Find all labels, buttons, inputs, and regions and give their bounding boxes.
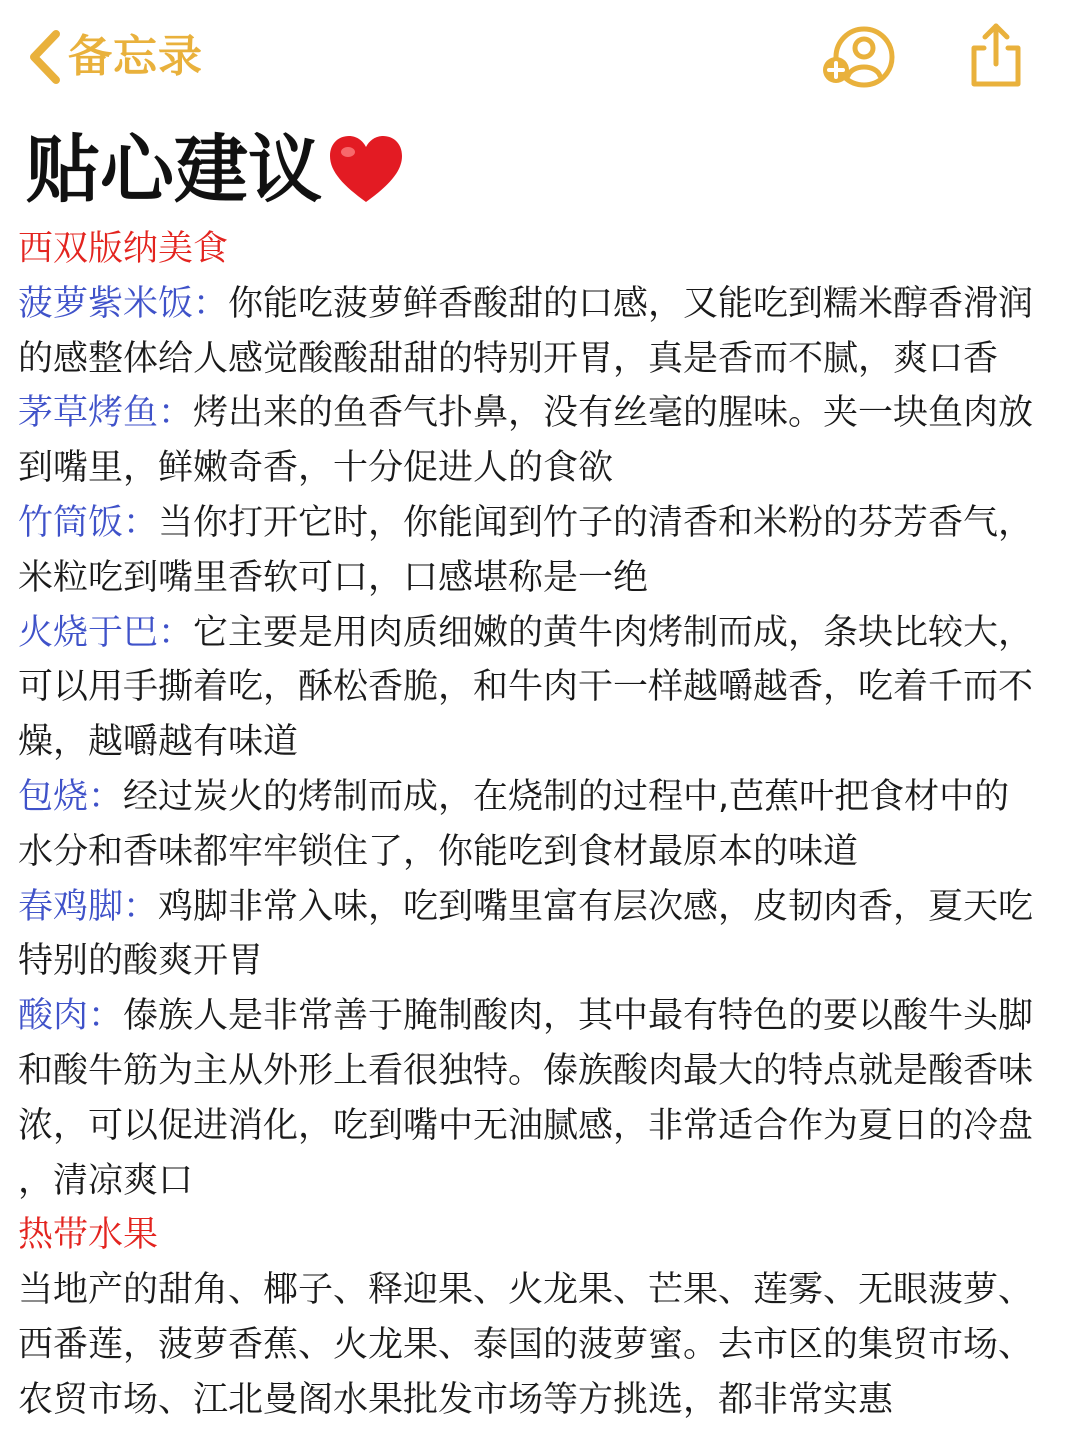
note-text: 燥，越嚼越有味道 [18,722,299,763]
back-label: 备忘录 [68,31,203,82]
note-line [18,880,1076,935]
note-line [18,1373,1076,1428]
note-line [18,1263,1076,1318]
note-text: 农贸市场、江北曼阁水果批发市场等方挑选，都非常实惠 [18,1379,894,1420]
note-text: 水分和香味都牢牢锁住了，你能吃到食材最原本的味道 [18,831,859,872]
dish-name-label: 春鸡脚： [18,886,159,927]
note-text: 当地产的甜角、椰子、释迎果、火龙果、芒果、莲雾、无眼菠萝、 [18,1270,1034,1311]
note-text: 特别的酸爽开胃 [18,941,264,982]
note-text: 它主要是用肉质细嫩的黄牛肉烤制而成，条块比较大， [193,612,1034,653]
share-button[interactable] [966,20,1026,90]
navigation-bar [0,0,1080,118]
chevron-left-icon [26,28,62,86]
note-line [18,1099,1076,1154]
note-line [18,770,1076,825]
note-text: 傣族人是非常善于腌制酸肉，其中最有特色的要以酸牛头脚 [123,996,1034,1037]
note-line [18,551,1076,606]
note-line [18,606,1076,661]
dish-name-label: 茅草烤鱼： [18,393,194,434]
note-line [18,441,1076,496]
dish-name-label: 酸肉： [18,996,124,1037]
section-heading: 热带水果 [18,1215,159,1256]
dish-name-label: 包烧： [18,776,124,817]
note-line [18,660,1076,715]
note-line [18,1208,1076,1263]
note-line [18,277,1076,332]
section-heading: 西双版纳美食 [18,229,229,269]
note-text: 鸡脚非常入味，吃到嘴里富有层次感，皮韧肉香，夏天吃 [158,886,1034,927]
note-text: 当你打开它时，你能闻到竹子的清香和米粉的芬芳香气， [158,502,1034,543]
add-collaborator-icon [820,75,898,94]
share-icon [966,75,1026,94]
note-line [18,332,1076,387]
note-line [18,715,1076,770]
note-body[interactable] [18,222,1076,1428]
note-line [18,1154,1076,1209]
note-title-text: 贴心建议 [26,127,322,213]
note-text: 经过炭火的烤制而成，在烧制的过程中,芭蕉叶把食材中的 [123,776,1010,817]
back-button[interactable] [26,22,203,92]
note-line [18,222,1076,277]
note-text: 的感整体给人感觉酸酸甜甜的特别开胃，真是香而不腻，爽口香 [18,338,999,379]
note-text: 可以用手撕着吃，酥松香脆，和牛肉干一样越嚼越香，吃着千而不 [18,667,1034,708]
add-collaborator-button[interactable] [820,24,898,90]
note-line [18,1318,1076,1373]
note-title [26,122,406,218]
note-text: 烤出来的鱼香气扑鼻，没有丝毫的腥味。夹一块鱼肉放 [193,393,1034,434]
note-line [18,386,1076,441]
note-text: 和酸牛筋为主从外形上看很独特。傣族酸肉最大的特点就是酸香味 [18,1050,1034,1091]
note-line [18,934,1076,989]
note-line [18,825,1076,880]
note-text: 米粒吃到嘴里香软可口，口感堪称是一绝 [18,557,649,598]
note-text: 你能吃菠萝鲜香酸甜的口感，又能吃到糯米醇香滑润 [228,283,1034,324]
note-text: 浓，可以促进消化，吃到嘴中无油腻感，非常适合作为夏日的冷盘 [18,1105,1034,1146]
note-text: ，清凉爽口 [18,1160,194,1201]
note-text: 到嘴里，鲜嫩奇香，十分促进人的食欲 [18,448,614,489]
dish-name-label: 菠萝紫米饭： [18,283,229,324]
dish-name-label: 火烧于巴： [18,612,194,653]
dish-name-label: 竹筒饭： [18,502,159,543]
note-line [18,496,1076,551]
red-heart-icon [326,130,406,210]
note-text: 西番莲，菠萝香蕉、火龙果、泰国的菠萝蜜。去市区的集贸市场、 [18,1324,1034,1365]
note-line [18,1044,1076,1099]
note-line [18,989,1076,1044]
